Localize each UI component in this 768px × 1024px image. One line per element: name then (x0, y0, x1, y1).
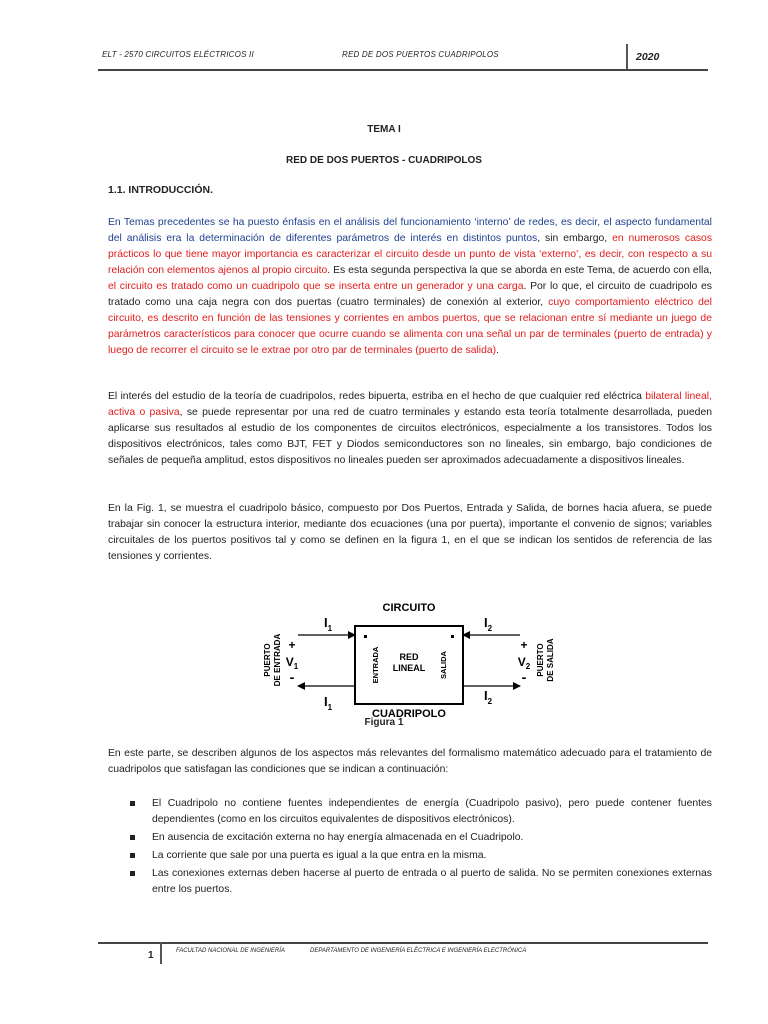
text-span: bilateral lineal, activa o pasiva (108, 391, 712, 418)
text-span: En Temas precedentes se ha puesto énfasis en el análisis del funcionamiento ‘interno’ de redes, es decir, el aspecto fundamental del análisis era la determinación de diferentes parámetros de interés en distintos puntos (108, 217, 712, 244)
page-number: 1 (148, 950, 154, 961)
footer-rule (98, 942, 708, 944)
output-port-label-line2: DE SALIDA (546, 638, 555, 682)
text-span: cuyo comportamiento eléctrico del circuito, es descrito en función de las tensiones y corrientes en ambos puertos, que se relacionan entre sí mediante un juego de parámetros característicos para conocer que ocurre cuando se alimenta con una señal un par de terminales (puerto de entrada) y luego de recorrer el circuito se le extrae por otro par de terminales (puerto de salida) (108, 297, 712, 356)
list-item-text: El Cuadripolo no contiene fuentes independientes de energía (Cuadripolo pasivo), pero puede contener fuentes dependientes (como en los circuitos equivalentes de dispositivos electrónicos). (152, 798, 712, 825)
figure-description-paragraph: En la Fig. 1, se muestra el cuadripolo básico, compuesto por Dos Puertos, Entrada y Salida, de bornes hacia afuera, se puede trabajar sin conocer la estructura interior, mediante dos ecuaciones (una por puerta), importante el convenio de signos; variables circuitales de los puertos positivos tal y como se definen en la figura 1, en el que se indican los sentidos de referencia de las tensiones y corrientes. (108, 503, 712, 562)
voltage-v1: $V_1$ (285, 655, 299, 671)
list-item (128, 848, 712, 864)
bullet-marker (130, 853, 135, 858)
v1-plus: + (288, 638, 296, 652)
bullet-marker (130, 871, 135, 876)
department-name: DEPARTAMENTO DE INGENIERÍA ELÉCTRICA E INGENIERÍA ELECTRÓNICA (310, 948, 527, 954)
two-port-network-diagram (258, 596, 558, 728)
section-heading: 1.1. INTRODUCCIÓN. (108, 184, 214, 196)
text-span: en numerosos casos prácticos lo que tiene mayor importancia es caracterizar el circuito desde un punto de vista ‘externo’, es decir, con respecto a su relación con elementos ajenos al propio circuito (108, 233, 713, 276)
output-port-label-line1: PUERTO (536, 643, 545, 677)
center-label-line1: RED (399, 652, 419, 662)
header-year: 2020 (636, 51, 660, 63)
input-port-label-line2: DE ENTRADA (273, 633, 282, 687)
conditions-intro-paragraph: En este parte, se describen algunos de los aspectos más relevantes del formalismo matemático adecuado para el tratamiento de cuadripolos que satisfagan las condiciones que se indican a continuación: (108, 748, 712, 775)
input-port-label-line1: PUERTO (263, 643, 272, 677)
v2-minus: - (521, 669, 527, 685)
list-item-text: La corriente que sale por una puerta es igual a la que entra en la misma. (152, 850, 487, 861)
header-divider (626, 44, 628, 70)
bullet-marker (130, 835, 135, 840)
text-span: . (496, 345, 500, 356)
list-item-text: Las conexiones externas deben hacerse al puerto de entrada o al puerto de salida. No se permiten conexiones externas entre los puertos. (152, 868, 712, 895)
document-subtitle: RED DE DOS PUERTOS - CUADRIPOLOS (286, 155, 482, 166)
v1-minus: - (289, 669, 295, 685)
course-code: ELT - 2570 CIRCUITOS ELÉCTRICOS II (102, 50, 254, 59)
topic-title: TEMA I (367, 124, 401, 135)
current-i1-top: $I_1$ (324, 615, 333, 633)
quadripole-label: CUADRIPOLO (372, 708, 446, 720)
v2-plus: + (520, 638, 528, 652)
terminal-dot (451, 635, 454, 638)
theory-paragraph (108, 389, 712, 469)
list-item-text: En ausencia de excitación externa no hay energía almacenada en el Cuadripolo. (152, 832, 524, 843)
faculty-name: FACULTAD NACIONAL DE INGENIERÍA (176, 948, 285, 954)
text-span: el circuito es tratado como un cuadripolo que se inserta entre un generador y una carga (108, 281, 524, 292)
footer-divider (160, 942, 162, 964)
header-rule (98, 69, 708, 71)
circuit-label: CIRCUITO (382, 602, 436, 614)
output-side-label: SALIDA (439, 651, 448, 679)
header-title: RED DE DOS PUERTOS CUADRIPOLOS (342, 50, 499, 59)
current-i1-bottom: $I_1$ (324, 694, 333, 712)
center-label-line2: LINEAL (392, 663, 426, 673)
text-span: , se puede representar por una red de cuatro terminales y estando esta teoría totalmente desarrollada, pueden aplicarse sus resultados al estudio de los componentes de circuitos electrónicos, especialmente a los transistores. Todos los dispositivos electrónicos, tales como BJT, FET y Diodos semiconductores son no lineales, sin embargo, bajo condiciones de señales de pequeña amplitud, estos dispositivos no lineales pueden ser aproximados adecuadamente a dispositivos lineales. (108, 407, 713, 466)
list-item (128, 796, 712, 828)
list-item (128, 866, 712, 898)
current-i2-top: $I_2$ (484, 615, 493, 633)
page-header (98, 44, 708, 70)
bullet-marker (130, 801, 135, 806)
list-item (128, 830, 712, 846)
figure-caption: Figura 1 (364, 717, 404, 728)
voltage-v2: $V_2$ (517, 655, 531, 671)
text-span: El interés del estudio de la teoría de cuadripolos, redes bipuerta, estriba en el hecho de que cualquier red eléctrica (108, 391, 646, 402)
current-i2-bottom: $I_2$ (484, 688, 493, 706)
text-span: . Es esta segunda perspectiva la que se aborda en este Tema, de acuerdo con ella, (327, 265, 712, 276)
input-side-label: ENTRADA (371, 646, 380, 684)
text-span: , sin embargo, (537, 233, 613, 244)
page-footer (98, 942, 708, 964)
terminal-dot (364, 635, 367, 638)
text-span: . Por lo que, el circuito de cuadripolo es tratado como una caja negra con dos puertas (cuatro terminales) de conexión al exterior, (108, 281, 712, 308)
intro-paragraph (108, 215, 712, 359)
conditions-list (128, 796, 712, 900)
